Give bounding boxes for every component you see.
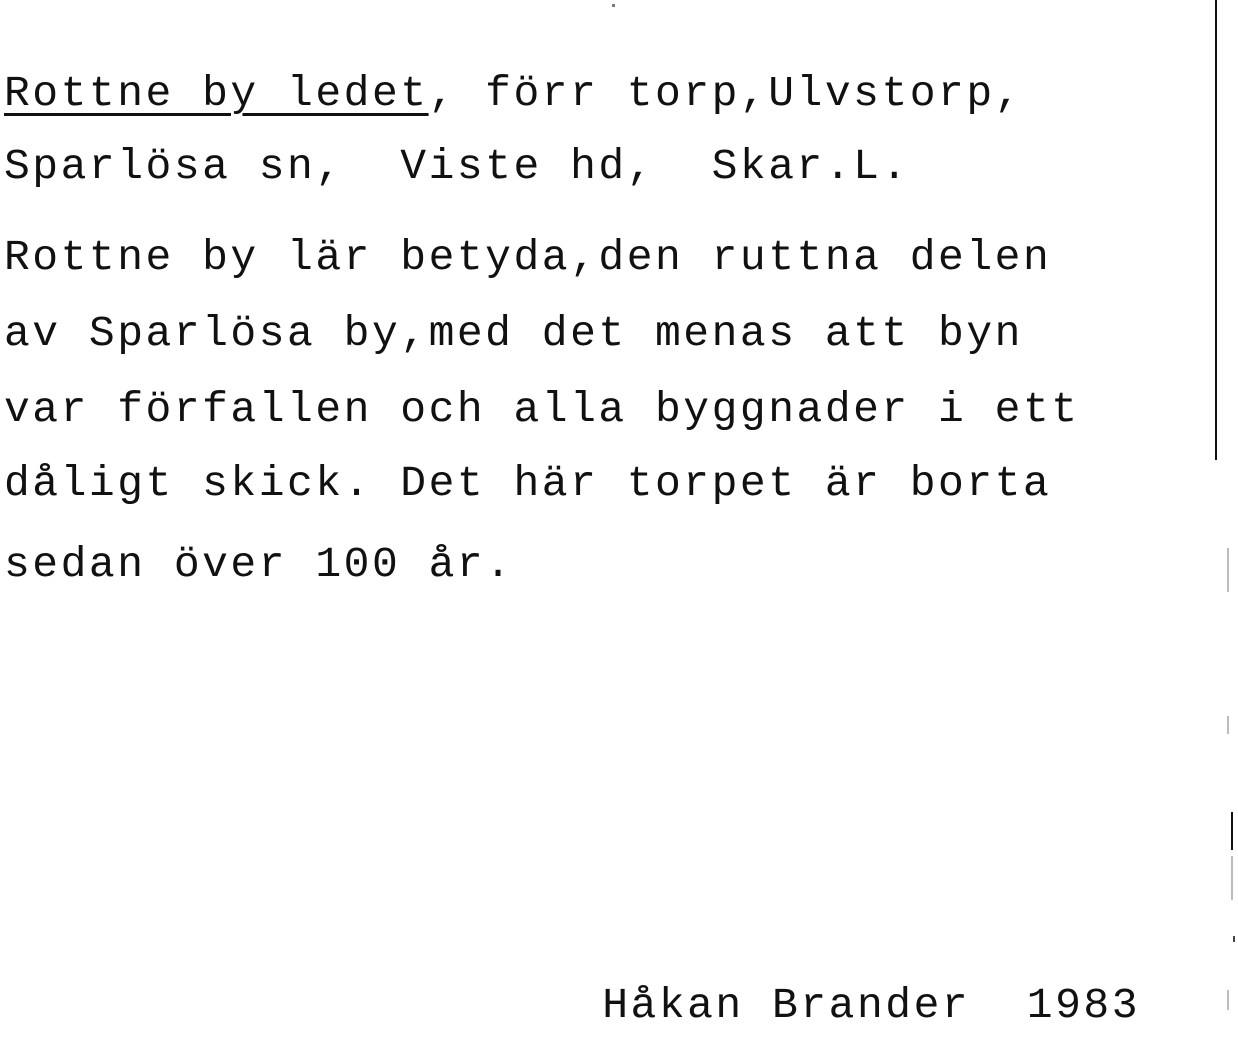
scan-edge-mark xyxy=(1227,990,1229,1010)
body-line: sedan över 100 år. xyxy=(4,540,514,589)
scan-edge-mark xyxy=(1231,812,1233,850)
body-line: dåligt skick. Det här torpet är borta xyxy=(4,459,1052,508)
author-signature: Håkan Brander 1983 xyxy=(602,981,1140,1030)
scan-edge-mark xyxy=(1231,856,1233,900)
body-line: av Sparlösa by,med det menas att byn xyxy=(4,309,1023,358)
scan-speck xyxy=(612,4,615,7)
card-heading-line-1 xyxy=(4,69,1023,118)
body-line: var förfallen och alla byggnader i ett xyxy=(4,385,1080,434)
place-name: Rottne by ledet xyxy=(4,69,429,118)
card-edge-line xyxy=(1215,0,1217,460)
card-heading-line-2: Sparlösa sn, Viste hd, Skar.L. xyxy=(4,142,910,191)
body-line: Rottne by lär betyda,den ruttna delen xyxy=(4,233,1052,282)
scan-edge-mark xyxy=(1233,936,1235,942)
heading-details: , förr torp,Ulvstorp, xyxy=(428,69,1023,118)
scan-edge-mark xyxy=(1227,716,1229,734)
scan-edge-mark xyxy=(1227,548,1229,592)
